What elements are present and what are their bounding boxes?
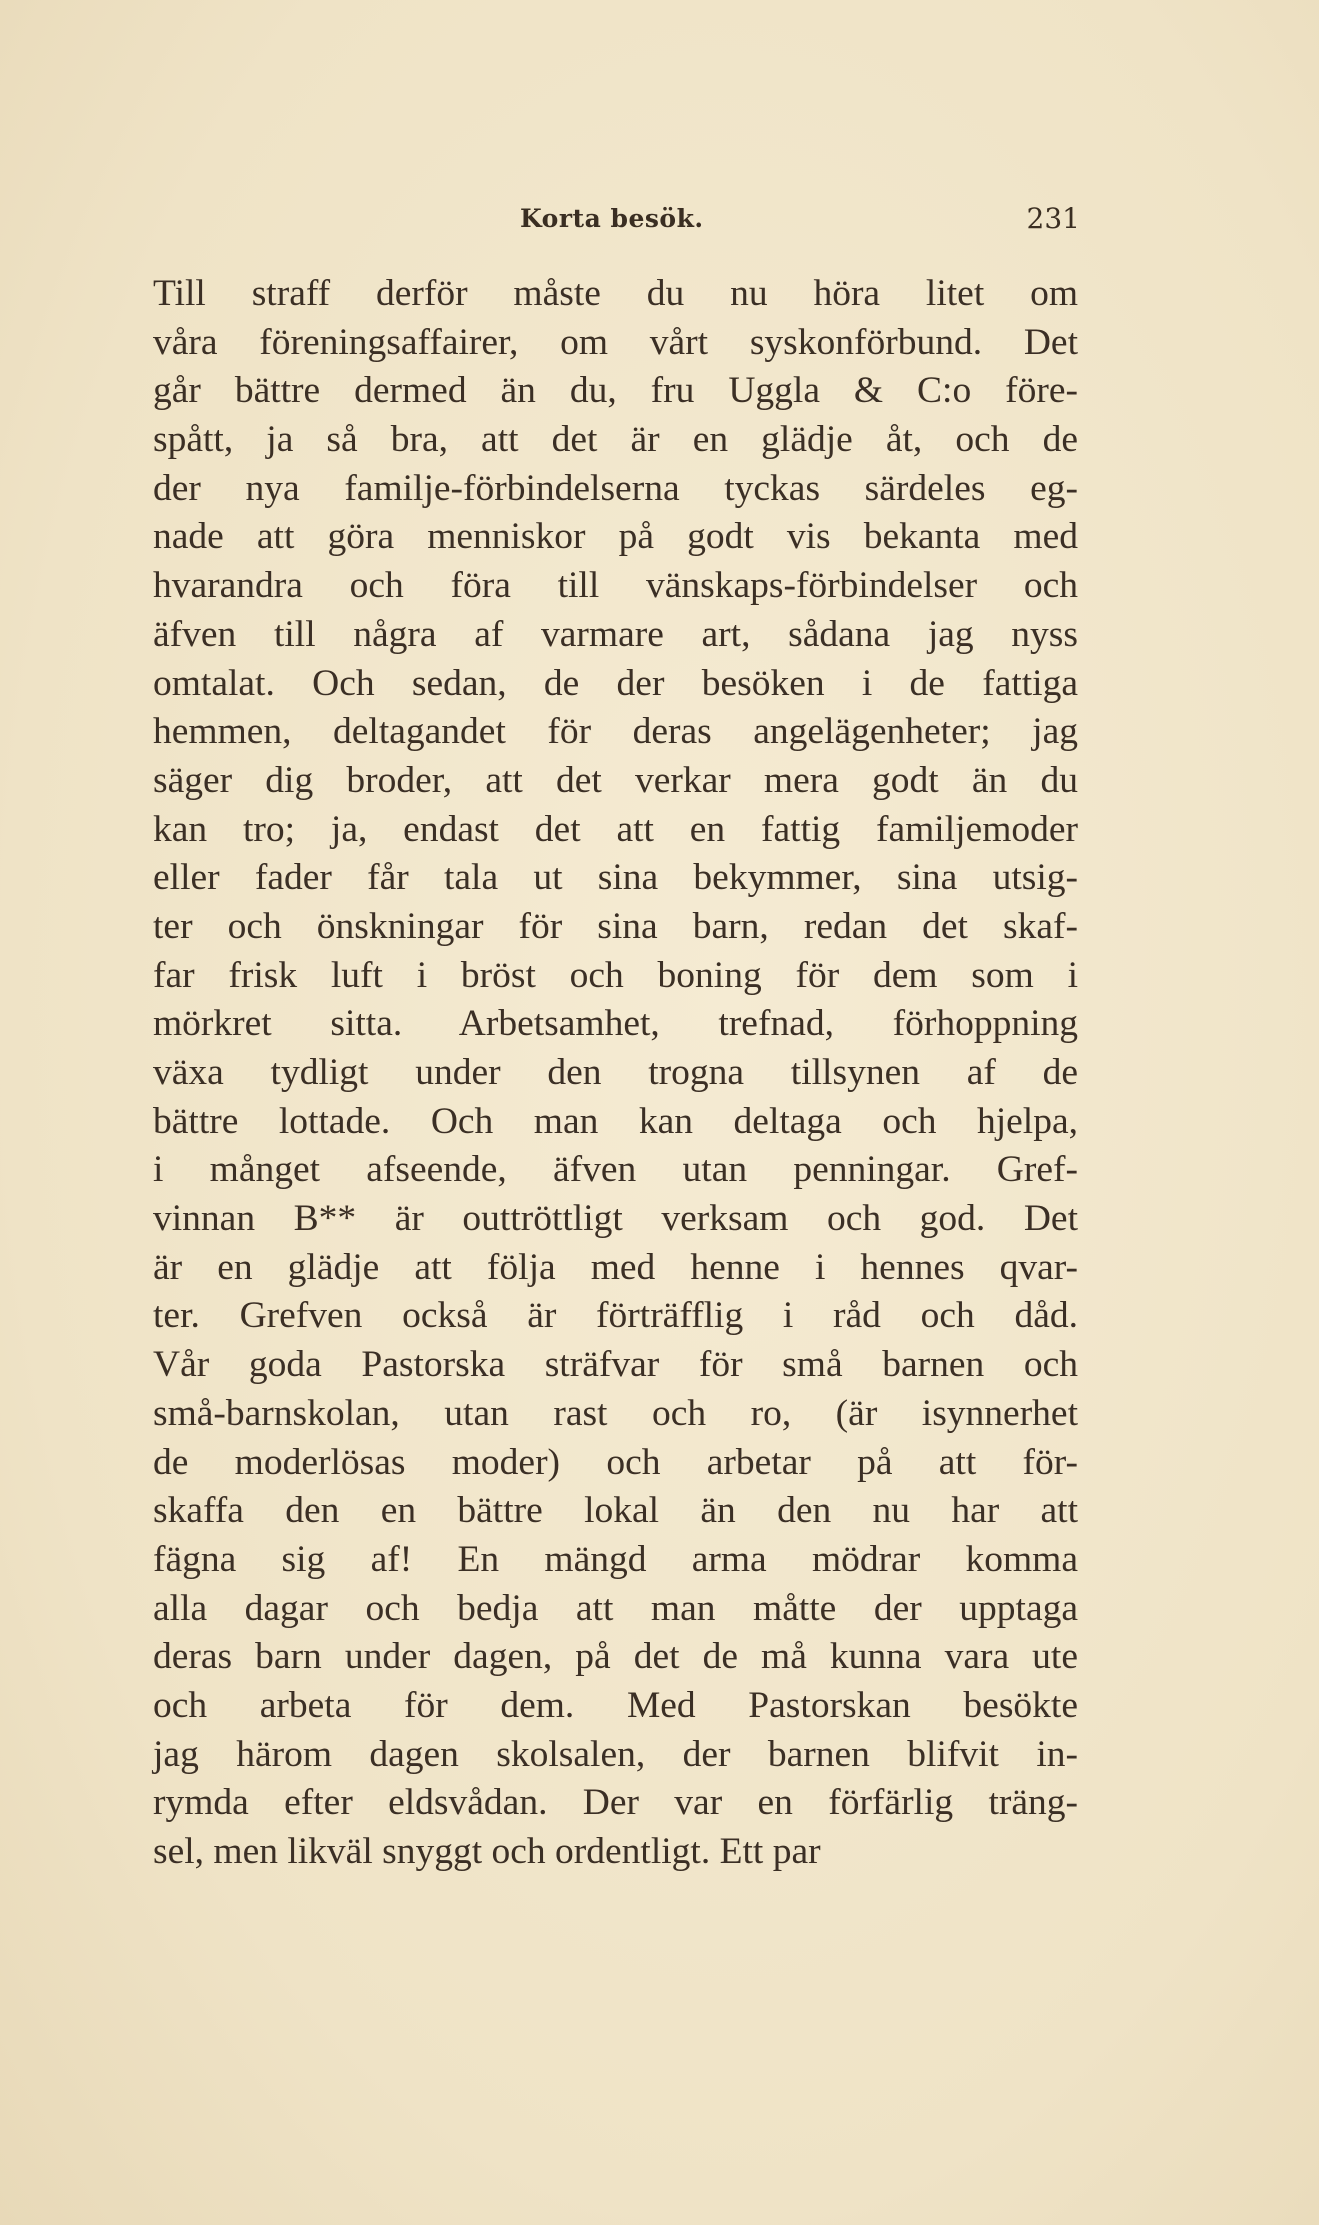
text-line: deras barn under dagen, på det de må kunna vara ute bbox=[153, 1636, 1078, 1678]
text-line: små-barnskolan, utan rast och ro, (är isynnerhet bbox=[153, 1392, 1078, 1434]
text-line: i månget afseende, äfven utan penningar. Gref- bbox=[153, 1149, 1078, 1191]
text-line: Vår goda Pastorska sträfvar för små barnen och bbox=[153, 1344, 1078, 1386]
text-line: våra föreningsaffairer, om vårt syskonförbund. Det bbox=[153, 321, 1078, 363]
text-line: ter. Grefven också är förträfflig i råd och dåd. bbox=[153, 1295, 1078, 1337]
text-line: eller fader får tala ut sina bekymmer, sina utsig- bbox=[153, 857, 1078, 899]
text-line: är en glädje att följa med henne i hennes qvar- bbox=[153, 1246, 1078, 1288]
text-line: äfven till några af varmare art, sådana jag nyss bbox=[153, 613, 1078, 655]
text-line: jag härom dagen skolsalen, der barnen blifvit in- bbox=[153, 1733, 1078, 1775]
text-line: bättre lottade. Och man kan deltaga och hjelpa, bbox=[153, 1100, 1078, 1142]
text-line: skaffa den en bättre lokal än den nu har att bbox=[153, 1490, 1078, 1532]
text-line: går bättre dermed än du, fru Uggla & C:o före- bbox=[153, 370, 1078, 412]
text-line: de moderlösas moder) och arbetar på att för- bbox=[153, 1441, 1078, 1483]
text-line: mörkret sitta. Arbetsamhet, trefnad, förhoppning bbox=[153, 1003, 1078, 1045]
running-title: Korta besök. bbox=[520, 204, 704, 233]
text-line: och arbeta för dem. Med Pastorskan besökte bbox=[153, 1684, 1078, 1726]
page-header bbox=[520, 200, 1080, 240]
text-line: nade att göra menniskor på godt vis bekanta med bbox=[153, 516, 1078, 558]
text-line: alla dagar och bedja att man måtte der upptaga bbox=[153, 1587, 1078, 1629]
text-line: ter och önskningar för sina barn, redan det skaf- bbox=[153, 905, 1078, 947]
page-number: 231 bbox=[1026, 202, 1080, 235]
text-line: vinnan B** är outtröttligt verksam och god. Det bbox=[153, 1198, 1078, 1240]
text-line: säger dig broder, att det verkar mera godt än du bbox=[153, 759, 1078, 801]
text-line: sel, men likväl snyggt och ordentligt. Ett par bbox=[153, 1831, 821, 1872]
text-line: der nya familje-förbindelserna tyckas särdeles eg- bbox=[153, 467, 1078, 509]
text-line: fägna sig af! En mängd arma mödrar komma bbox=[153, 1538, 1078, 1580]
text-line: hemmen, deltagandet för deras angelägenheter; jag bbox=[153, 711, 1078, 753]
text-line: far frisk luft i bröst och boning för dem som i bbox=[153, 954, 1078, 996]
text-line: Till straff derför måste du nu höra litet om bbox=[153, 273, 1078, 314]
text-line: omtalat. Och sedan, de der besöken i de fattiga bbox=[153, 662, 1078, 704]
text-line: hvarandra och föra till vänskaps-förbindelser och bbox=[153, 565, 1078, 607]
text-line: spått, ja så bra, att det är en glädje åt, och de bbox=[153, 419, 1078, 461]
text-line: rymda efter eldsvådan. Der var en förfärlig träng- bbox=[153, 1782, 1078, 1824]
text-line: kan tro; ja, endast det att en fattig familjemoder bbox=[153, 808, 1078, 850]
body-text bbox=[153, 270, 1078, 1877]
text-line: växa tydligt under den trogna tillsynen af de bbox=[153, 1052, 1078, 1093]
